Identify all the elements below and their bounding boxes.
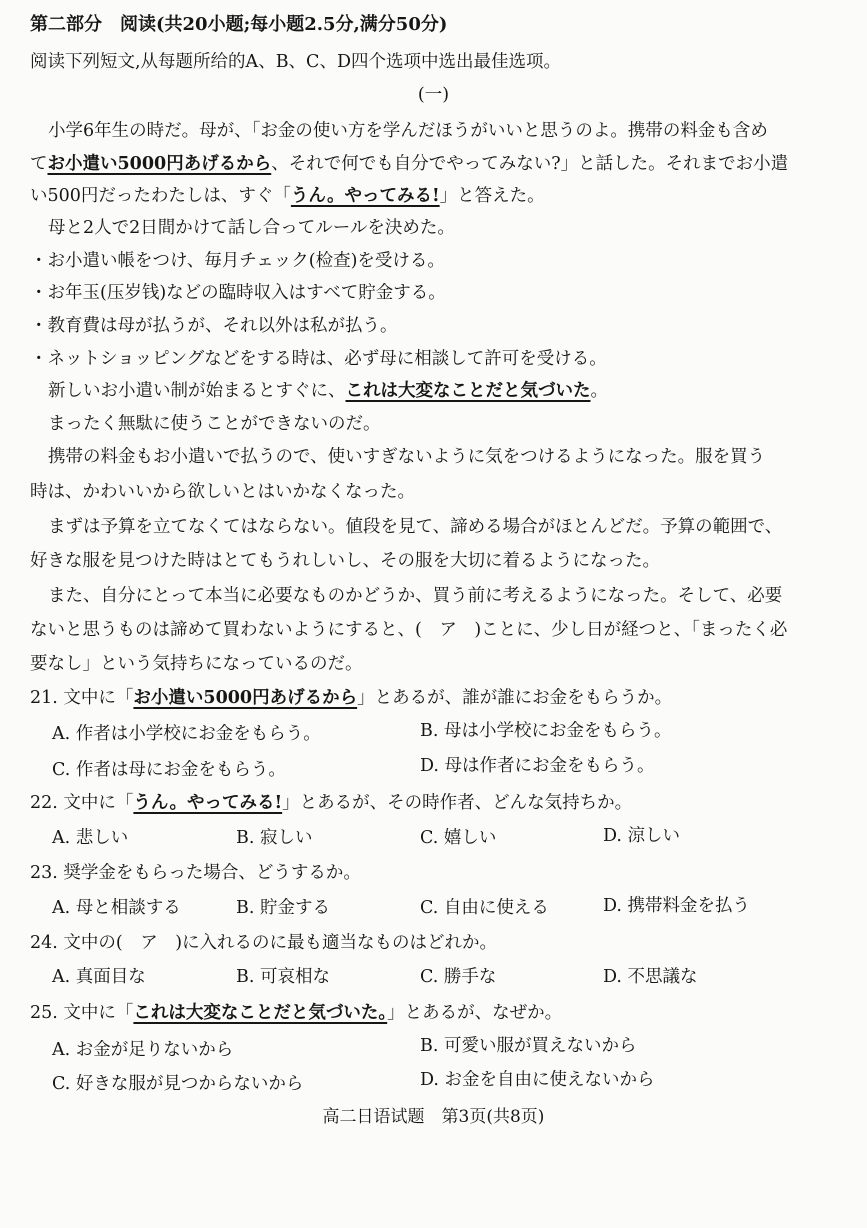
- question-stem: 24. 文中の( ア )に入れるのに最も適当なものはどれか。: [30, 933, 498, 953]
- passage-line: 小学6年生の時だ。母が、「お金の使い方を学んだほうがいいと思うのよ。携帯の料金も含め: [48, 121, 768, 141]
- passage-line: 新しいお小遣い制が始まるとすぐに、これは大変なことだと気づいた。: [48, 381, 608, 401]
- underlined-phrase: お小遣い5000円あげるから: [133, 688, 358, 708]
- passage-number: (一): [417, 85, 450, 105]
- option-b[interactable]: B. 可哀相な: [236, 967, 330, 987]
- option-d[interactable]: D. 携帯料金を払う: [603, 896, 751, 916]
- option-a[interactable]: A. お金が足りないから: [52, 1040, 234, 1060]
- option-b[interactable]: B. 母は小学校にお金をもらう。: [420, 721, 672, 741]
- underlined-phrase: これは大変なことだと気づいた。: [133, 1003, 388, 1023]
- rule-item: ・教育費は母が払うが、それ以外は私が払う。: [30, 316, 398, 336]
- question-stem: 23. 奨学金をもらった場合、どうするか。: [30, 863, 361, 883]
- underlined-phrase: うん。やってみる!: [133, 793, 283, 813]
- instructions: 阅读下列短文,从每题所给的A、B、C、D四个选项中选出最佳选项。: [30, 52, 561, 72]
- underlined-phrase: うん。やってみる!: [290, 186, 440, 206]
- question-stem: 21. 文中に「お小遣い5000円あげるから」とあるが、誰が誰にお金をもらうか。: [30, 688, 673, 708]
- passage-line: また、自分にとって本当に必要なものかどうか、買う前に考えるようになった。そして、必要: [48, 586, 783, 606]
- option-c[interactable]: C. 作者は母にお金をもらう。: [52, 760, 286, 780]
- option-a[interactable]: A. 作者は小学校にお金をもらう。: [52, 724, 321, 744]
- passage-line: まずは予算を立てなくてはならない。値段を見て、諦める場合がほとんどだ。予算の範囲で、: [48, 517, 783, 537]
- passage-line: まったく無駄に使うことができないのだ。: [48, 414, 381, 434]
- page-footer: 高二日语试题 第3页(共8页): [322, 1107, 545, 1127]
- option-a[interactable]: A. 悲しい: [52, 828, 129, 848]
- passage-line: ないと思うものは諦めて買わないようにすると、( ア )ことに、少し日が経つと、「まったく必: [30, 620, 788, 640]
- option-a[interactable]: A. 真面目な: [52, 967, 146, 987]
- section-heading: 第二部分 阅读(共20小题;每小题2.5分,满分50分): [30, 14, 448, 35]
- passage-line: てお小遣い5000円あげるから、それで何でも自分でやってみない?」と話した。それまでお小遣: [30, 154, 789, 174]
- passage-line: 携帯の料金もお小遣いで払うので、使いすぎないように気をつけるようになった。服を買う: [48, 447, 766, 467]
- option-c[interactable]: C. 嬉しい: [420, 828, 497, 848]
- option-b[interactable]: B. 貯金する: [236, 898, 330, 918]
- rule-item: ・ネットショッピングなどをする時は、必ず母に相談して許可を受ける。: [30, 349, 607, 369]
- option-d[interactable]: D. 涼しい: [603, 826, 681, 846]
- question-stem: 25. 文中に「これは大変なことだと気づいた。」とあるが、なぜか。: [30, 1003, 563, 1023]
- rule-item: ・お小遣い帳をつけ、毎月チェック(检查)を受ける。: [30, 251, 445, 271]
- passage-line: い500円だったわたしは、すぐ「うん。やってみる!」と答えた。: [30, 186, 545, 206]
- option-d[interactable]: D. お金を自由に使えないから: [420, 1070, 655, 1090]
- option-c[interactable]: C. 勝手な: [420, 967, 497, 987]
- option-c[interactable]: C. 自由に使える: [420, 898, 549, 918]
- question-stem: 22. 文中に「うん。やってみる!」とあるが、その時作者、どんな気持ちか。: [30, 793, 633, 813]
- option-b[interactable]: B. 寂しい: [236, 828, 313, 848]
- underlined-phrase: お小遣い5000円あげるから: [47, 154, 272, 174]
- underlined-phrase: これは大変なことだと気づいた: [345, 381, 591, 401]
- passage-line: 要なし」という気持ちになっているのだ。: [30, 654, 363, 674]
- passage-line: 好きな服を見つけた時はとてもうれしいし、その服を大切に着るようになった。: [30, 551, 660, 571]
- option-a[interactable]: A. 母と相談する: [52, 898, 181, 918]
- rule-item: ・お年玉(压岁钱)などの臨時収入はすべて貯金する。: [30, 283, 446, 303]
- passage-line: 時は、かわいいから欲しいとはいかなくなった。: [30, 482, 415, 502]
- option-d[interactable]: D. 不思議な: [603, 967, 698, 987]
- option-d[interactable]: D. 母は作者にお金をもらう。: [420, 756, 655, 776]
- option-c[interactable]: C. 好きな服が見つからないから: [52, 1074, 304, 1094]
- option-b[interactable]: B. 可愛い服が買えないから: [420, 1036, 637, 1056]
- passage-line: 母と2人で2日間かけて話し合ってルールを決めた。: [48, 218, 455, 238]
